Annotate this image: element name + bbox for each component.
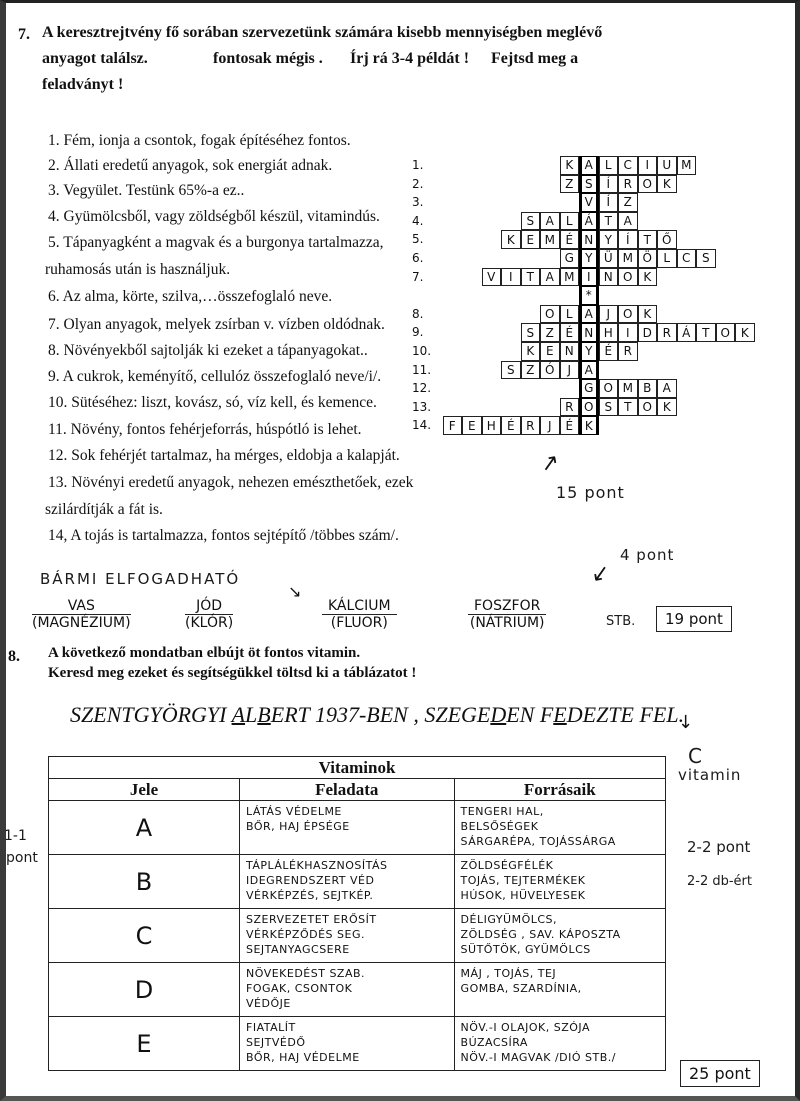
- vitamin-letter[interactable]: C: [49, 909, 240, 963]
- crossword-cell[interactable]: S: [501, 361, 521, 380]
- cell-line: ZÖLDSÉGFÉLÉK: [460, 859, 554, 872]
- crossword-cell[interactable]: K: [657, 175, 677, 194]
- right-score-note-1: 2-2 pont: [687, 838, 751, 856]
- crossword-cell[interactable]: E: [462, 416, 482, 435]
- crossword-cell[interactable]: E: [521, 230, 541, 249]
- crossword-solution-cell[interactable]: K: [579, 416, 599, 435]
- crossword-cell[interactable]: S: [521, 212, 541, 231]
- crossword-cell[interactable]: S: [599, 398, 619, 417]
- crossword-cell[interactable]: R: [560, 398, 580, 417]
- crossword-cell[interactable]: L: [599, 156, 619, 175]
- left-score-note-1: 1-1: [4, 828, 27, 844]
- crossword-cell[interactable]: M: [677, 156, 697, 175]
- cell-line: SÜTŐTÖK, GYÜMÖLCS: [460, 943, 591, 956]
- crossword-cell[interactable]: K: [735, 323, 755, 342]
- question-7-line1: A keresztrejtvény fő sorában szervezetünk számára kisebb mennyiségben meglévő: [42, 24, 603, 41]
- vitamin-forrasaik-cell[interactable]: [454, 801, 665, 855]
- crossword-cell[interactable]: D: [638, 323, 658, 342]
- crossword-cell[interactable]: R: [657, 323, 677, 342]
- header-jele: Jele: [49, 779, 240, 801]
- clue-line: 4. Gyümölcsből, vagy zöldségből készül, vitamindús.: [48, 208, 380, 225]
- crossword-cell[interactable]: R: [521, 416, 541, 435]
- crossword-cell[interactable]: Z: [618, 193, 638, 212]
- clue-line: 10. Sütéséhez: liszt, kovász, só, víz kell, és kemence.: [48, 394, 377, 411]
- crossword-cell[interactable]: L: [560, 212, 580, 231]
- crossword-cell[interactable]: I: [618, 323, 638, 342]
- example-4-bottom: (NÁTRIUM): [469, 615, 545, 631]
- crossword-cell[interactable]: B: [638, 379, 658, 398]
- crossword-cell[interactable]: A: [618, 212, 638, 231]
- cell-line: SEJTANYAGCSERE: [246, 943, 350, 956]
- crossword-cell[interactable]: C: [618, 156, 638, 175]
- example-2: [185, 598, 233, 631]
- etc-note: STB.: [606, 614, 636, 629]
- crossword-solution-cell[interactable]: N: [579, 230, 599, 249]
- clue-line: 6. Az alma, körte, szilva,…összefoglaló neve.: [48, 288, 333, 305]
- table-row: [49, 1017, 666, 1071]
- cell-line: VÉRKÉPZŐDÉS SEG.: [246, 928, 365, 941]
- cell-line: NÖV.-I OLAJOK, SZÓJA: [460, 1021, 590, 1034]
- question-8-line2: Keresd meg ezeket és segítségükkel töltsd ki a táblázatot !: [48, 665, 417, 681]
- vitamin-letter[interactable]: D: [49, 963, 240, 1017]
- crossword-solution-cell[interactable]: *: [579, 286, 599, 305]
- crossword-cell[interactable]: Í: [599, 175, 619, 194]
- right-score-note-2: 2-2 db-ért: [687, 874, 752, 889]
- crossword-cell[interactable]: A: [540, 212, 560, 231]
- clue-line: 8. Növényekből sajtolják ki ezeket a tápanyagokat..: [48, 342, 368, 359]
- example-4: [468, 598, 546, 631]
- vitamin-forrasaik-cell[interactable]: [454, 909, 665, 963]
- crossword-cell[interactable]: J: [599, 305, 619, 324]
- crossword-cell[interactable]: H: [482, 416, 502, 435]
- crossword-row-label: 4.: [412, 213, 424, 228]
- crossword-cell[interactable]: É: [501, 416, 521, 435]
- sentence-part: SZENTGYÖRGYI: [70, 702, 232, 727]
- question-7-line2d: Fejtsd meg a: [491, 50, 579, 67]
- vitamin-feladata-cell[interactable]: [240, 801, 455, 855]
- example-3-top: KÁLCIUM: [322, 598, 397, 615]
- sentence-part: EN F: [506, 702, 554, 727]
- crossword-score: 15 pont: [556, 483, 625, 502]
- crossword-solution-cell[interactable]: A: [579, 305, 599, 324]
- vitamin-letter[interactable]: E: [49, 1017, 240, 1071]
- cell-line: SÁRGARÉPA, TOJÁSSÁRGA: [460, 835, 616, 848]
- crossword-cell[interactable]: M: [618, 249, 638, 268]
- sentence-part: L: [245, 702, 258, 727]
- clue-line: ruhamosás után is használjuk.: [45, 261, 231, 278]
- crossword-cell[interactable]: O: [599, 379, 619, 398]
- question-8-number: 8.: [8, 648, 20, 665]
- examples-score: 4 pont: [620, 546, 675, 564]
- crossword-cell[interactable]: N: [560, 342, 580, 361]
- example-4-top: FOSZFOR: [468, 598, 546, 615]
- crossword-cell[interactable]: U: [657, 156, 677, 175]
- crossword-row-label: 12.: [412, 381, 432, 396]
- crossword-cell[interactable]: O: [618, 268, 638, 287]
- underlined-letter-e: E: [553, 702, 567, 727]
- crossword-solution-cell[interactable]: S: [579, 175, 599, 194]
- table-title: Vitaminok: [49, 757, 666, 779]
- underlined-letter-a: A: [231, 702, 246, 727]
- crossword-cell[interactable]: Á: [677, 323, 697, 342]
- table-row: [49, 801, 666, 855]
- vitamin-letter[interactable]: B: [49, 855, 240, 909]
- clue-line: 7. Olyan anyagok, melyek zsírban v. vízben oldódnak.: [48, 316, 385, 333]
- crossword-row-label: 1.: [412, 158, 424, 172]
- clue-line: 11. Növény, fontos fehérjeforrás, húspótló is lehet.: [48, 421, 362, 438]
- crossword-cell[interactable]: S: [521, 323, 541, 342]
- underlined-letter-b: B: [257, 702, 271, 727]
- example-1-bottom: (MAGNÉZIUM): [32, 615, 131, 631]
- crossword-row-label: 9.: [412, 325, 424, 340]
- crossword-solution-cell[interactable]: N: [579, 323, 599, 342]
- crossword-cell[interactable]: Í: [618, 230, 638, 249]
- cell-line: BŐR, HAJ ÉPSÉGE: [246, 820, 350, 833]
- vitamin-table: [48, 756, 666, 1071]
- crossword-row-label: 8.: [412, 306, 424, 321]
- cell-line: HÚSOK, HÜVELYESEK: [460, 889, 586, 902]
- crossword-cell[interactable]: Ö: [638, 249, 658, 268]
- crossword-solution-cell[interactable]: I: [579, 268, 599, 287]
- crossword-cell[interactable]: E: [540, 342, 560, 361]
- crossword-cell[interactable]: S: [696, 249, 716, 268]
- example-3: [322, 598, 397, 631]
- example-2-top: JÓD: [185, 598, 233, 615]
- any-accepted-note: BÁRMI ELFOGADHATÓ: [40, 570, 241, 588]
- sentence-part: DEZTE FEL.: [566, 702, 685, 727]
- crossword-cell[interactable]: Z: [521, 361, 541, 380]
- clue-line: 5. Tápanyagként a magvak és a burgonya tartalmazza,: [48, 234, 384, 251]
- crossword-cell[interactable]: É: [599, 342, 619, 361]
- arrow-down-left-icon: ↑: [586, 556, 616, 589]
- crossword-solution-cell[interactable]: Y: [579, 249, 599, 268]
- crossword-cell[interactable]: J: [540, 416, 560, 435]
- cell-line: FOGAK, CSONTOK: [246, 982, 353, 995]
- crossword-cell[interactable]: A: [540, 268, 560, 287]
- crossword-solution-cell[interactable]: G: [579, 379, 599, 398]
- cell-line: GOMBA, SZARDÍNIA,: [460, 982, 582, 995]
- cell-line: SZERVEZETET ERŐSÍT: [246, 913, 377, 926]
- vitamin-c-letter: C: [688, 744, 703, 768]
- crossword-cell[interactable]: Y: [599, 230, 619, 249]
- crossword-cell[interactable]: Ő: [657, 230, 677, 249]
- crossword-row-label: 11.: [412, 362, 432, 377]
- crossword-solution-cell[interactable]: A: [579, 361, 599, 380]
- crossword-cell[interactable]: É: [560, 323, 580, 342]
- crossword-cell[interactable]: O: [716, 323, 736, 342]
- cell-line: FIATALÍT: [246, 1021, 296, 1034]
- clue-line: 9. A cukrok, keményítő, cellulóz összefoglaló neve/i/.: [48, 368, 382, 385]
- arrow-up-icon: ↑: [534, 448, 564, 481]
- crossword-cell[interactable]: O: [540, 305, 560, 324]
- vitamin-letter[interactable]: A: [49, 801, 240, 855]
- crossword-cell[interactable]: K: [501, 230, 521, 249]
- example-2-bottom: (KLÓR): [185, 615, 234, 631]
- crossword-solution-cell[interactable]: V: [579, 193, 599, 212]
- clue-line: szilárdítják a fát is.: [45, 501, 163, 518]
- crossword-cell[interactable]: F: [443, 416, 463, 435]
- crossword-cell[interactable]: Z: [560, 175, 580, 194]
- question-8-total: 25 pont: [680, 1060, 760, 1087]
- crossword-cell[interactable]: K: [638, 305, 658, 324]
- header-forrasaik: Forrásaik: [454, 779, 665, 801]
- crossword-cell[interactable]: H: [599, 323, 619, 342]
- clue-line: 12. Sok fehérjét tartalmaz, ha mérges, eldobja a kalapját.: [48, 447, 400, 464]
- crossword-cell[interactable]: O: [618, 305, 638, 324]
- crossword-cell[interactable]: K: [560, 156, 580, 175]
- question-7-total: 19 pont: [656, 606, 732, 632]
- vitamin-feladata-cell[interactable]: [240, 963, 455, 1017]
- question-7-number: 7.: [18, 26, 30, 43]
- cell-line: VÉRKÉPZÉS, SEJTKÉP.: [246, 889, 374, 902]
- crossword-solution-cell[interactable]: Á: [579, 212, 599, 231]
- crossword-cell[interactable]: O: [638, 398, 658, 417]
- clue-line: 13. Növényi eredetű anyagok, nehezen emészthetőek, ezek: [48, 474, 414, 491]
- crossword-row-label: 5.: [412, 232, 424, 247]
- crossword-cell[interactable]: I: [638, 156, 658, 175]
- crossword-cell[interactable]: Ó: [540, 361, 560, 380]
- crossword-cell[interactable]: T: [618, 398, 638, 417]
- example-3-bottom: (FLUOR): [330, 615, 388, 631]
- crossword-cell[interactable]: O: [638, 175, 658, 194]
- crossword-cell[interactable]: C: [677, 249, 697, 268]
- hidden-vitamin-sentence: [70, 702, 684, 728]
- crossword-cell[interactable]: T: [521, 268, 541, 287]
- crossword-cell[interactable]: R: [618, 342, 638, 361]
- clue-line: 2. Állati eredetű anyagok, sok energiát adnak.: [48, 157, 333, 174]
- clue-line: 3. Vegyület. Testünk 65%-a ez..: [48, 182, 245, 199]
- cell-line: NÖVEKEDÉST SZAB.: [246, 967, 366, 980]
- check-mark-icon: ↘: [288, 582, 302, 601]
- crossword-row-label: 7.: [412, 269, 424, 284]
- crossword-cell[interactable]: Ü: [599, 249, 619, 268]
- underlined-letter-d: D: [490, 702, 507, 727]
- question-7-line2b: fontosak mégis .: [213, 50, 323, 67]
- question-7-line2a: anyagot találsz.: [42, 50, 148, 67]
- crossword-cell[interactable]: M: [540, 230, 560, 249]
- crossword-cell[interactable]: Z: [540, 323, 560, 342]
- vitamin-forrasaik-cell[interactable]: [454, 1017, 665, 1071]
- crossword-row-label: 14.: [412, 418, 432, 433]
- cell-line: TENGERI HAL,: [460, 805, 544, 818]
- cell-line: IDEGRENDSZERT VÉD: [246, 874, 375, 887]
- cell-line: MÁJ , TOJÁS, TEJ: [460, 967, 557, 980]
- crossword-cell[interactable]: J: [560, 361, 580, 380]
- crossword-cell[interactable]: T: [599, 212, 619, 231]
- crossword-cell[interactable]: M: [618, 379, 638, 398]
- header-feladata: Feladata: [240, 779, 455, 801]
- cell-line: BŐR, HAJ VÉDELME: [246, 1051, 360, 1064]
- cell-line: DÉLIGYÜMÖLCS,: [460, 913, 558, 926]
- clue-line: 14, A tojás is tartalmazza, fontos sejtépítő /többes szám/.: [48, 527, 399, 544]
- crossword-cell[interactable]: G: [560, 249, 580, 268]
- crossword-cell[interactable]: I: [501, 268, 521, 287]
- cell-line: ZÖLDSÉG , SAV. KÁPOSZTA: [460, 928, 621, 941]
- crossword-solution-cell[interactable]: Y: [579, 342, 599, 361]
- cell-line: NÖV.-I MAGVAK /DIÓ STB./: [460, 1051, 616, 1064]
- vitamin-feladata-cell[interactable]: [240, 1017, 455, 1071]
- left-score-note-2: pont: [6, 850, 38, 866]
- cell-line: SEJTVÉDŐ: [246, 1036, 306, 1049]
- crossword-cell[interactable]: É: [560, 416, 580, 435]
- crossword-cell[interactable]: V: [482, 268, 502, 287]
- table-row: [49, 963, 666, 1017]
- cell-line: BÚZACSÍRA: [460, 1036, 528, 1049]
- crossword-cell[interactable]: L: [560, 305, 580, 324]
- vitamin-forrasaik-cell[interactable]: [454, 963, 665, 1017]
- arrow-down-icon: ↓: [678, 712, 694, 733]
- crossword-cell[interactable]: L: [657, 249, 677, 268]
- question-8-line1: A következő mondatban elbújt öt fontos vitamin.: [48, 645, 361, 661]
- vitamin-forrasaik-cell[interactable]: [454, 855, 665, 909]
- crossword-row-label: 13.: [412, 399, 432, 414]
- cell-line: BELSŐSÉGEK: [460, 820, 539, 833]
- question-7-line2c: Írj rá 3-4 példát !: [350, 50, 470, 67]
- cell-line: TÁPLÁLÉKHASZNOSÍTÁS: [246, 859, 388, 872]
- crossword-solution-cell[interactable]: O: [579, 398, 599, 417]
- crossword-cell[interactable]: É: [560, 230, 580, 249]
- cell-line: TOJÁS, TEJTERMÉKEK: [460, 874, 586, 887]
- crossword-cell[interactable]: K: [521, 342, 541, 361]
- crossword-row-label: 6.: [412, 251, 424, 265]
- crossword-cell[interactable]: M: [560, 268, 580, 287]
- vitamin-note: vitamin: [678, 766, 742, 784]
- crossword-cell[interactable]: T: [638, 230, 658, 249]
- crossword-row-label: 2.: [412, 176, 424, 191]
- crossword-cell[interactable]: A: [657, 379, 677, 398]
- question-7-line3: feladványt !: [42, 76, 124, 93]
- crossword-cell[interactable]: R: [618, 175, 638, 194]
- table-row: [49, 855, 666, 909]
- clue-line: 1. Fém, ionja a csontok, fogak építéséhez fontos.: [48, 132, 351, 149]
- crossword-cell[interactable]: K: [657, 398, 677, 417]
- example-1: [32, 598, 131, 631]
- example-1-top: VAS: [32, 598, 131, 615]
- vitamin-feladata-cell[interactable]: [240, 909, 455, 963]
- crossword-cell[interactable]: N: [599, 268, 619, 287]
- crossword-cell[interactable]: Í: [599, 193, 619, 212]
- sentence-part: ERT 1937-BEN , SZEGE: [270, 702, 491, 727]
- crossword-cell[interactable]: T: [696, 323, 716, 342]
- vitamin-feladata-cell[interactable]: [240, 855, 455, 909]
- crossword-solution-cell[interactable]: A: [579, 156, 599, 175]
- table-row: [49, 909, 666, 963]
- cell-line: VÉDŐJE: [246, 997, 291, 1010]
- cell-line: LÁTÁS VÉDELME: [246, 805, 342, 818]
- crossword-row-label: 10.: [412, 344, 432, 358]
- crossword-row-label: 3.: [412, 195, 424, 210]
- crossword-cell[interactable]: K: [638, 268, 658, 287]
